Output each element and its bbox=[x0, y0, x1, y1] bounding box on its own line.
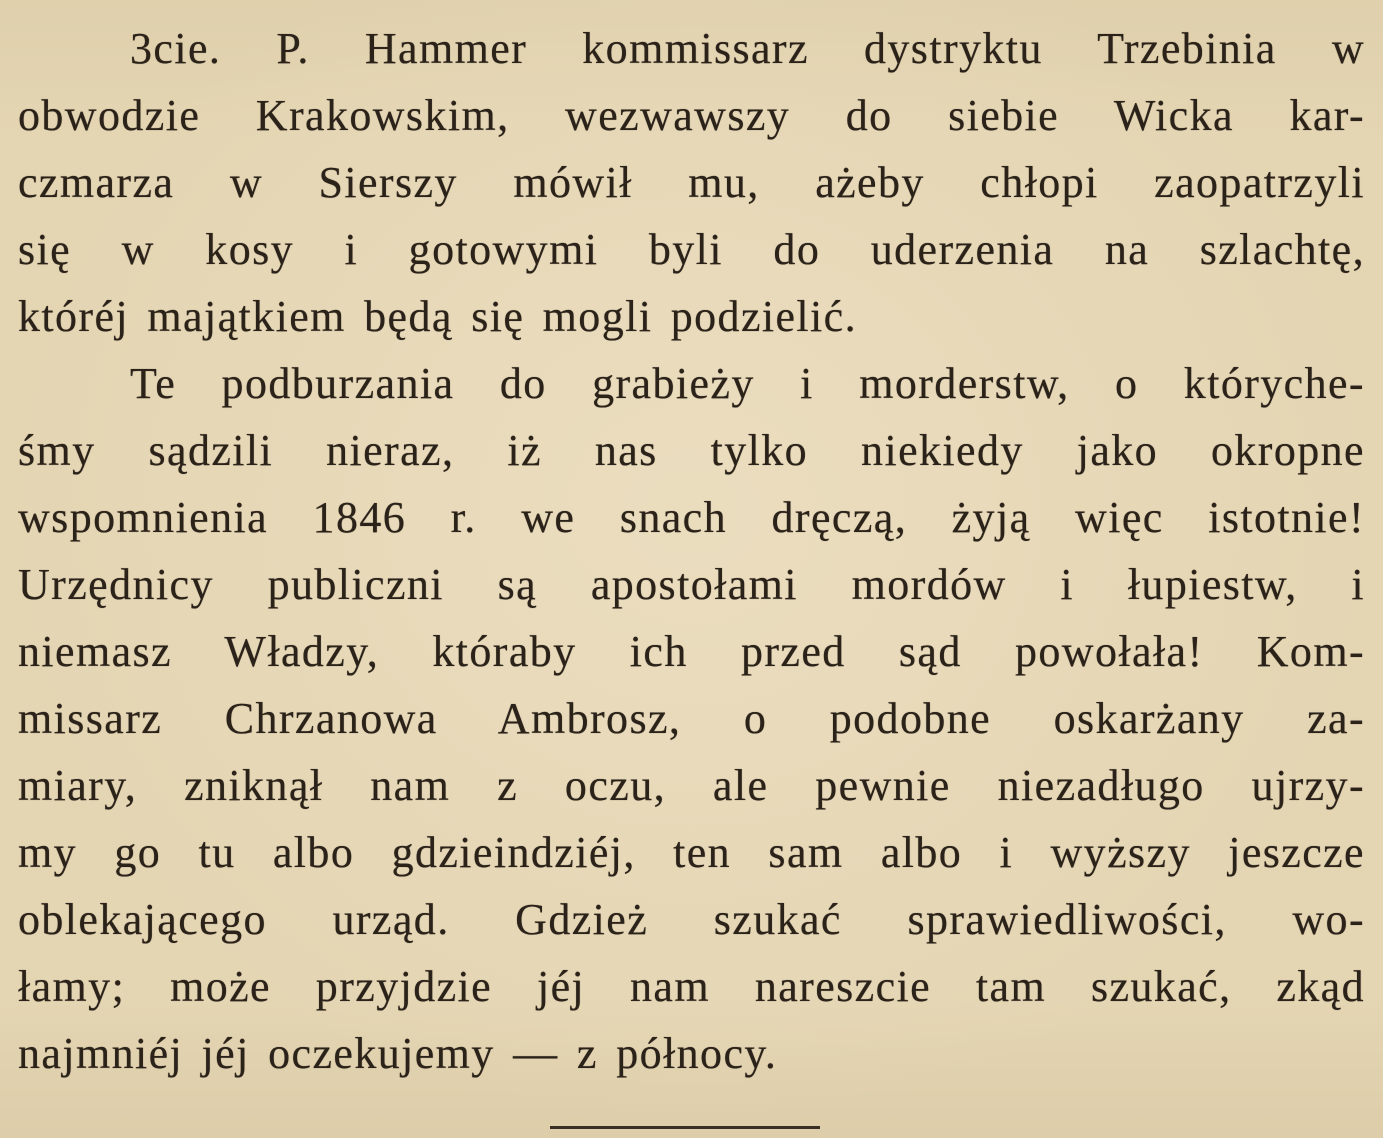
text-line: wspomnienia 1846 r. we snach dręczą, żyją więc istotnie! bbox=[18, 493, 1365, 542]
text-line: Te podburzania do grabieży i morderstw, o którychе- bbox=[130, 359, 1365, 408]
text-line: oblekającego urząd. Gdzież szukać sprawiedliwości, wo- bbox=[18, 895, 1365, 944]
document-page bbox=[18, 15, 1365, 1087]
text-line: czmarza w Sierszy mówił mu, ażeby chłopi zaopatrzyli bbox=[18, 158, 1365, 207]
text-line: 3cie. P. Hammer kommissarz dystryktu Trzebinia w bbox=[130, 24, 1365, 73]
text-line: najmniéj jéj oczekujemy — z północy. bbox=[18, 1029, 778, 1078]
text-line: missarz Chrzanowa Ambrosz, o podobne oskarżany za- bbox=[18, 694, 1365, 743]
paragraph-2 bbox=[18, 350, 1365, 1087]
section-divider-rule bbox=[550, 1126, 820, 1129]
text-line: miary, zniknął nam z oczu, ale pewnie niezadługo ujrzy- bbox=[18, 761, 1365, 810]
text-line: łamy; może przyjdzie jéj nam nareszcie tam szukać, zkąd bbox=[18, 962, 1365, 1011]
text-line: śmy sądzili nieraz, iż nas tylko niekiedy jako okropne bbox=[18, 426, 1365, 475]
text-line: któréj majątkiem będą się mogli podzielić. bbox=[18, 292, 858, 341]
text-line: się w kosy i gotowymi byli do uderzenia na szlachtę, bbox=[18, 225, 1365, 274]
text-line: my go tu albo gdzieindziéj, ten sam albo i wyższy jeszcze bbox=[18, 828, 1365, 877]
text-line: Urzędnicy publiczni są apostołami mordów i łupiestw, i bbox=[18, 560, 1365, 609]
text-line: obwodzie Krakowskim, wezwawszy do siebie Wicka kar- bbox=[18, 91, 1365, 140]
paragraph-1 bbox=[18, 15, 1365, 350]
text-line: niemasz Władzy, któraby ich przed sąd powołała! Kom- bbox=[18, 627, 1365, 676]
